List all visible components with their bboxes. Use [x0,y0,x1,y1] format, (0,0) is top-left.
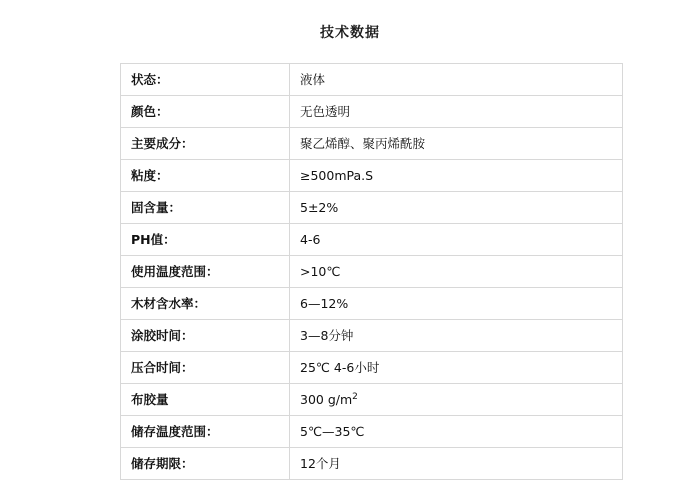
row-value: 3—8分钟 [290,320,623,352]
table-row [121,192,623,224]
row-value: 5℃—35℃ [290,416,623,448]
row-value: >10℃ [290,256,623,288]
row-label: 涂胶时间： [121,320,290,352]
table-row [121,96,623,128]
technical-data-table-wrapper [120,63,580,480]
row-label: 储存温度范围： [121,416,290,448]
table-row [121,128,623,160]
row-value: 6—12% [290,288,623,320]
row-label: 木材含水率： [121,288,290,320]
row-label: 压合时间： [121,352,290,384]
table-row [121,352,623,384]
row-label: 固含量： [121,192,290,224]
row-label: 使用温度范围： [121,256,290,288]
row-label: 主要成分： [121,128,290,160]
row-value-superscript: 2 [352,391,358,402]
row-label: 粘度： [121,160,290,192]
row-value: 液体 [290,64,623,96]
row-value: 4-6 [290,224,623,256]
row-value: 无色透明 [290,96,623,128]
technical-data-table [120,63,623,480]
row-label: PH值： [121,224,290,256]
row-value [290,384,623,416]
row-label: 状态： [121,64,290,96]
table-row [121,384,623,416]
table-row [121,64,623,96]
row-label: 布胶量 [121,384,290,416]
row-label: 储存期限： [121,448,290,480]
row-value: ≥500mPa.S [290,160,623,192]
row-value: 5±2% [290,192,623,224]
table-row [121,320,623,352]
table-row [121,416,623,448]
table-row [121,448,623,480]
row-value: 25℃ 4-6小时 [290,352,623,384]
table-body [121,64,623,480]
row-value: 12个月 [290,448,623,480]
row-value: 聚乙烯醇、聚丙烯酰胺 [290,128,623,160]
table-row [121,160,623,192]
row-label: 颜色： [121,96,290,128]
table-row [121,224,623,256]
table-row [121,256,623,288]
table-row [121,288,623,320]
page-title: 技术数据 [320,25,380,41]
row-value-text: 300 g/m [300,392,353,407]
